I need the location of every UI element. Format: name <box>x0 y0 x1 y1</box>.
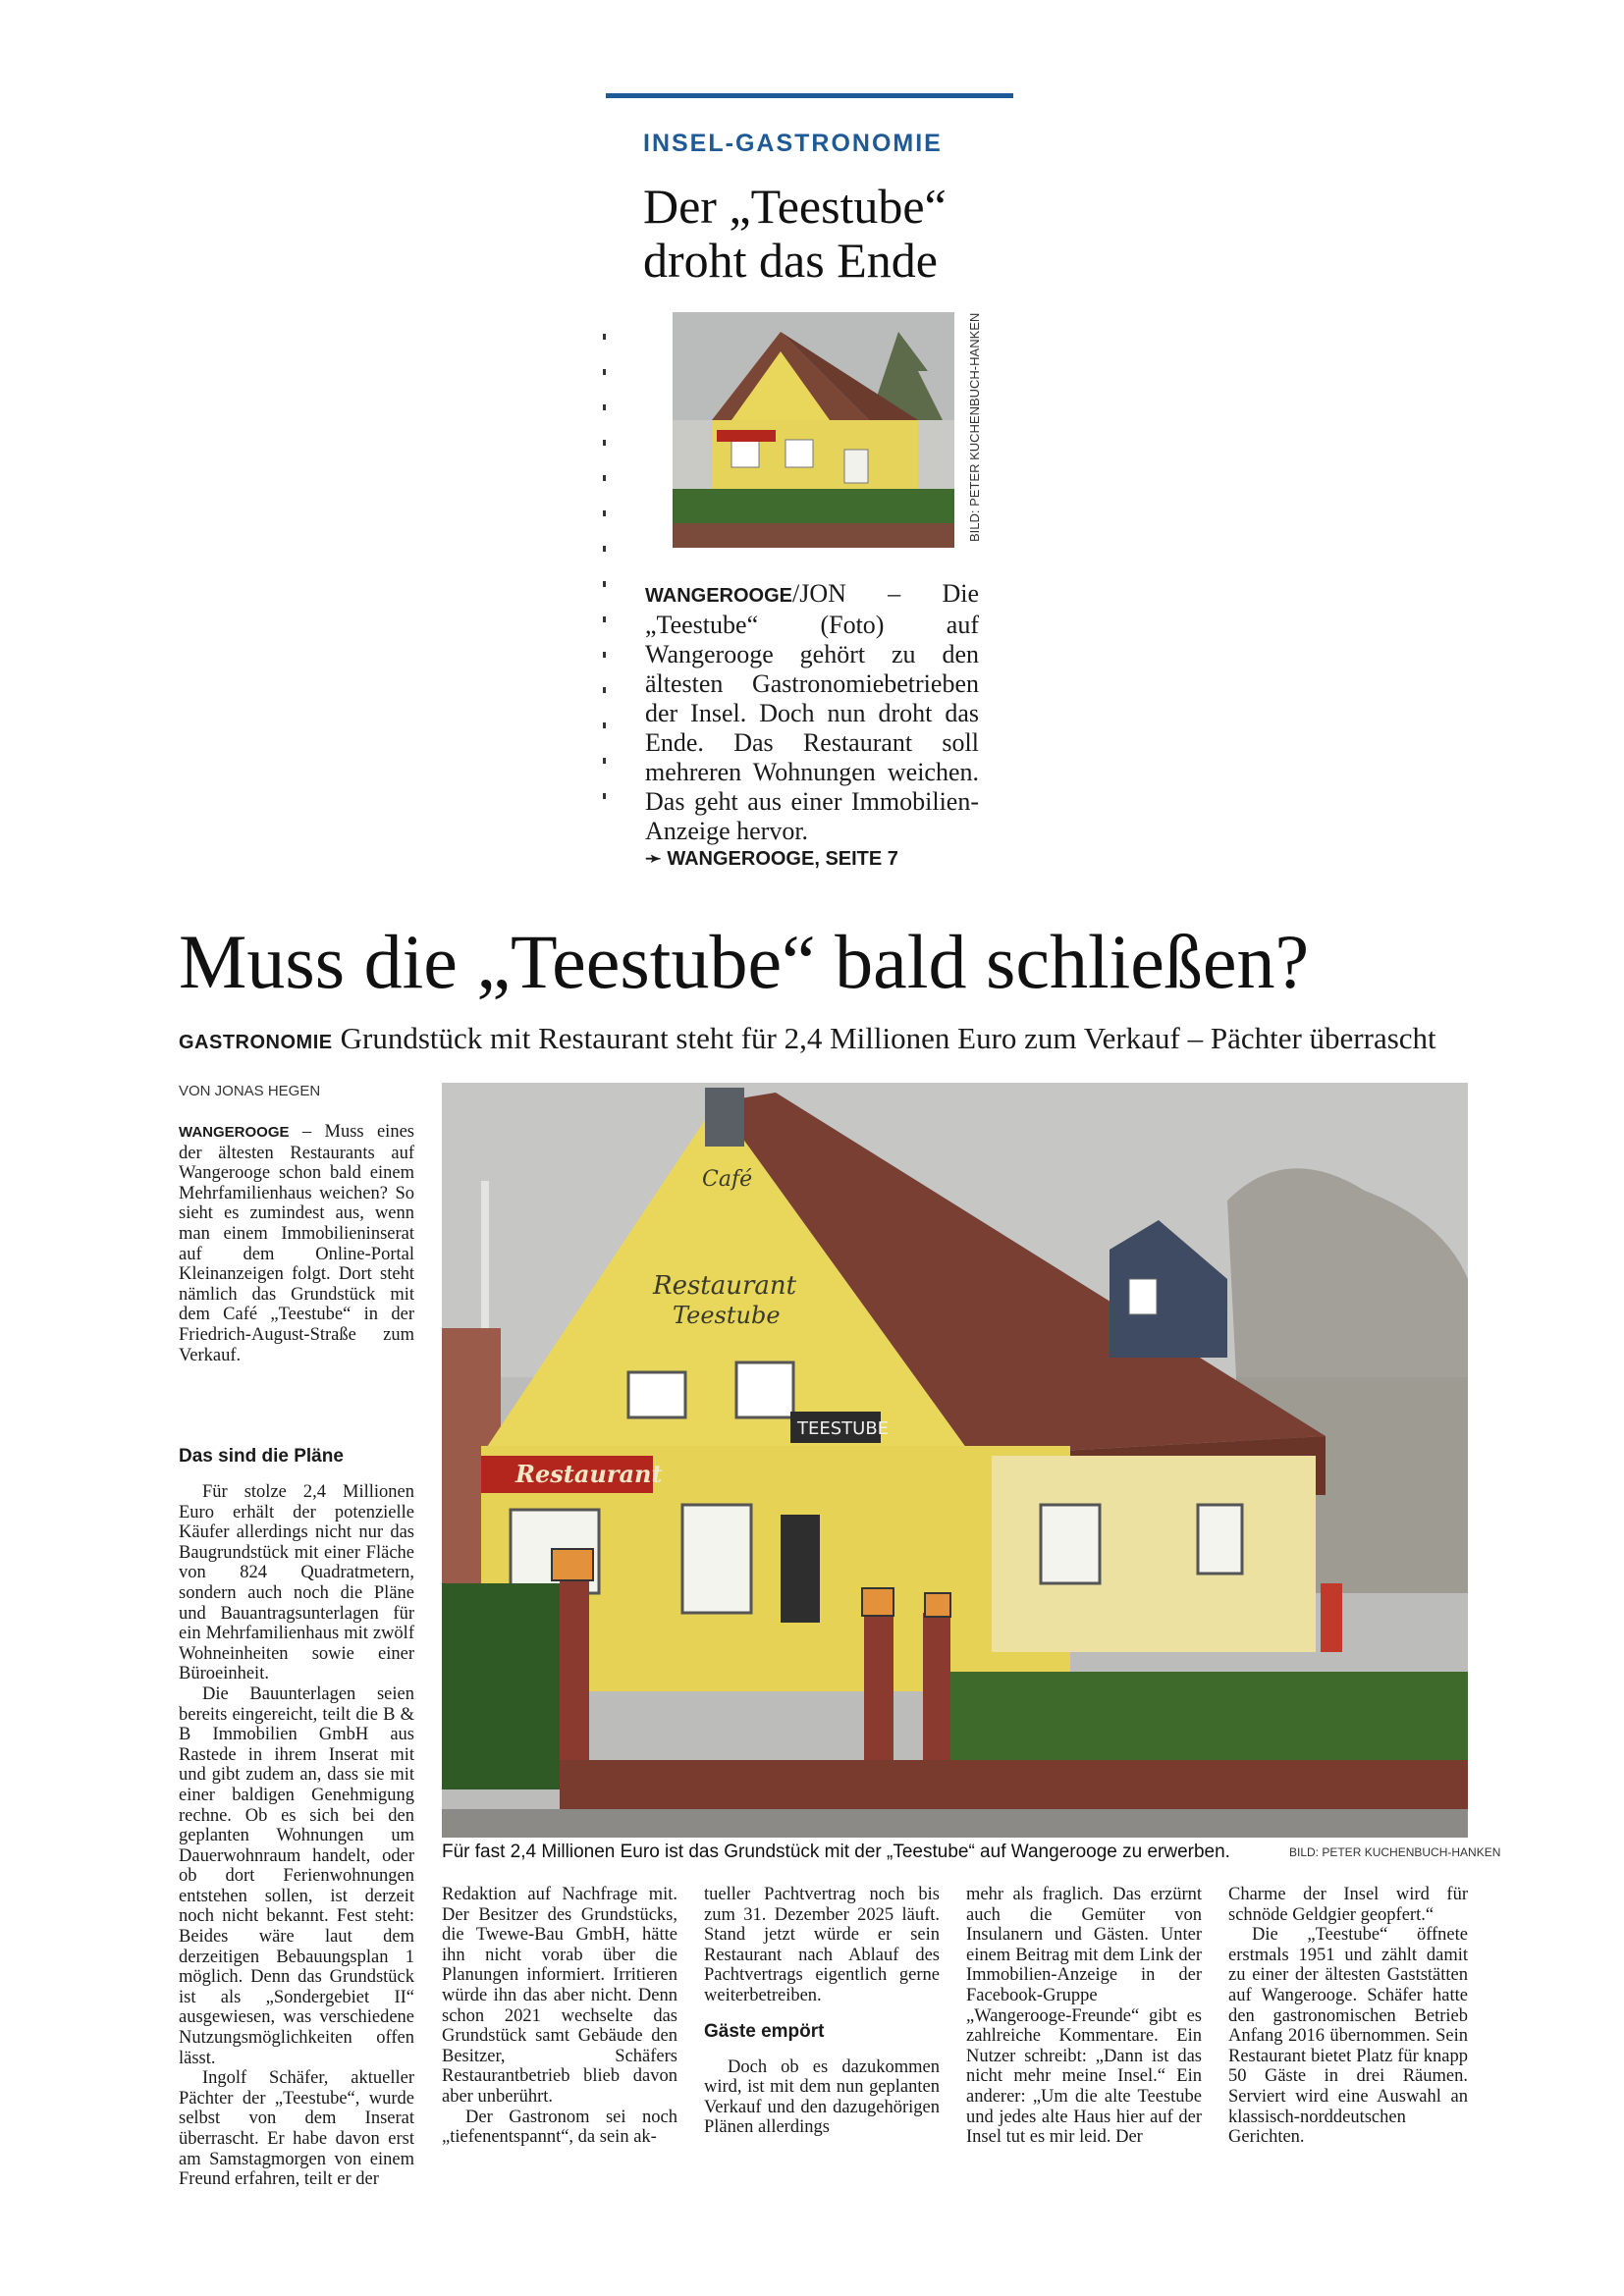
teestube-house-image <box>442 1083 1468 1838</box>
article-column-3 <box>704 1885 940 2138</box>
paragraph: Der Gastronom sei noch „tiefenentspannt“, da sein ak- <box>442 2107 677 2148</box>
paragraph: mehr als fraglich. Das erzürnt auch die Gemüter von Insulanern und Gästen. Unter einem Beitrag mit dem Link der Immobilien-Anzeige in der Facebook-Gruppe „Wangerooge-Freunde“ gibt es zahlreiche Kommentare. Ein Nutzer schreibt: „Dann ist das nicht mehr meine Insel.“ Ein anderer: „Um die alte Teestube und jedes alte Haus hier auf der Insel tut es mir leid. Der <box>966 1885 1202 2148</box>
teaser-text <box>645 579 979 846</box>
teaser-photo-credit: BILD: PETER KUCHENBUCH-HANKEN <box>967 312 982 542</box>
photo-credit: BILD: PETER KUCHENBUCH-HANKEN <box>1289 1845 1501 1859</box>
article-dateline: WANGEROOGE <box>179 1124 290 1141</box>
teaser-house-image <box>673 312 954 548</box>
paragraph: tueller Pachtvertrag noch bis zum 31. Dezember 2025 läuft. Stand jetzt würde er sein Restaurant nach Ablauf des Pachtvertrags eigentlich gerne weiterbetreiben. <box>704 1885 940 2005</box>
paragraph: Ingolf Schäfer, aktueller Pächter der „Teestube“, wurde selbst von dem Inserat überrascht. Er habe davon erst am Samstagmorgen von einem Freund erfahren, teilt er der <box>179 2068 414 2190</box>
teaser-page-reference[interactable]: ➛ WANGEROOGE, SEITE 7 <box>645 848 898 870</box>
paragraph: Charme der Insel wird für schnöde Geldgier geopfert.“ <box>1228 1885 1468 1925</box>
article-column-1 <box>179 1431 414 2190</box>
paragraph: Redaktion auf Nachfrage mit. Der Besitzer des Grundstücks, die Twewe-Bau GmbH, hätte ihn nicht vorab über die Planungen informiert. Irritieren würde ihn das aber nicht. Denn schon 2021 wechselte das Grundstück samt Gebäude den Besitzer, Schäfers Restaurantbetrieb blieb davon aber unberührt. <box>442 1885 677 2107</box>
main-photo <box>442 1083 1468 1838</box>
article-column-4 <box>966 1885 1202 2148</box>
article-column-5 <box>1228 1885 1468 2148</box>
restaurant-sign: Restaurant <box>515 1460 663 1488</box>
article-subheadline: Grundstück mit Restaurant steht für 2,4 Millionen Euro zum Verkauf – Pächter überrascht <box>340 1021 1436 1055</box>
article-subline <box>179 1021 1436 1056</box>
teaser-photo <box>673 312 954 548</box>
gable-sign-teestube: Teestube <box>673 1302 781 1329</box>
paragraph: Für stolze 2,4 Millionen Euro erhält der potenzielle Käufer allerdings nicht nur das Baugrundstück mit einer Fläche von 824 Quadratmetern, sondern auch noch die Pläne und Bauantragsunterlagen für ein Mehrfamilienhaus mit zwölf Wohneinheiten sowie einer Büroeinheit. <box>179 1482 414 1684</box>
article-author: VON JONAS HEGEN <box>179 1083 321 1099</box>
teaser-title: Der „Teestube“ droht das Ende <box>643 179 947 288</box>
paragraph: Doch ob es dazukommen wird, ist mit dem nun geplanten Verkauf und den dazugehörigen Plänen allerdings <box>704 2056 940 2138</box>
gable-sign-cafe: Café <box>702 1167 753 1192</box>
subhead-plans: Das sind die Pläne <box>179 1446 344 1467</box>
teaser-box <box>606 93 1013 288</box>
paragraph: Die „Teestube“ öffnete erstmals 1951 und zählt damit zu einer der ältesten Gaststätten auf Wangerooge. Schäfer hatte den gastronomischen Betrieb Anfang 2016 übernommen. Sein Restaurant bietet Platz für knapp 50 Gäste in drei Räumen. Serviert wird eine Auswahl an klassisch-norddeutschen Gerichten. <box>1228 1925 1468 2148</box>
teaser-kicker: INSEL-GASTRONOMIE <box>643 130 943 157</box>
teaser-top-rule <box>606 93 1013 98</box>
photo-caption: Für fast 2,4 Millionen Euro ist das Grundstück mit der „Teestube“ auf Wangerooge zu erwerben. <box>442 1842 1230 1862</box>
subhead-guests: Gäste empört <box>704 2020 825 2042</box>
teaser-dateline-suffix: /JON – <box>792 579 943 608</box>
margin-marks <box>603 334 609 815</box>
teestube-sign: TEESTUBE <box>797 1418 890 1439</box>
gable-sign-restaurant: Restaurant <box>653 1271 797 1301</box>
article-headline: Muss die „Teestube“ bald schließen? <box>179 919 1310 1004</box>
teaser-dateline: WANGEROOGE <box>645 585 793 607</box>
article-column-2 <box>442 1885 677 2148</box>
article-lead: – Muss eines der ältesten Restaurants auf Wangerooge schon bald einem Mehrfamilienhaus weichen? So sieht es zumindest aus, wenn man einem Immobilieninserat auf dem Online-Portal Kleinanzeigen folgt. Dort steht nämlich das Grundstück mit dem Café „Teestube“ in der Friedrich-August-Straße zum Verkauf. <box>179 1122 414 1365</box>
article-kicker: GASTRONOMIE <box>179 1032 333 1053</box>
paragraph: Die Bauunterlagen seien bereits eingereicht, teilt die B & B Immobilien GmbH aus Rastede in ihrem Inserat mit und gibt zudem an, dass sie mit einer baldigen Genehmigung rechne. Ob es sich bei den geplanten Wohnungen um Dauerwohnraum handelt, oder ob dort Ferienwohnungen entstehen sollen, ist derzeit noch nicht bekannt. Fest steht: Beides wäre laut dem derzeitigen Bebauungsplan 1 möglich. Denn das Grundstück ist als „Sondergebiet II“ ausgewiesen, was verschiedene Nutzungsmöglichkeiten offen lässt. <box>179 1683 414 2068</box>
teaser-body: Die „Teestube“ (Foto) auf Wangerooge gehört zu den ältesten Gastronomiebetrieben der Insel. Doch nun droht das Ende. Das Restaurant soll mehreren Wohnungen weichen. Das geht aus einer Immobilien-Anzeige hervor. <box>645 579 979 845</box>
article-column-1-lead <box>179 1122 414 1365</box>
